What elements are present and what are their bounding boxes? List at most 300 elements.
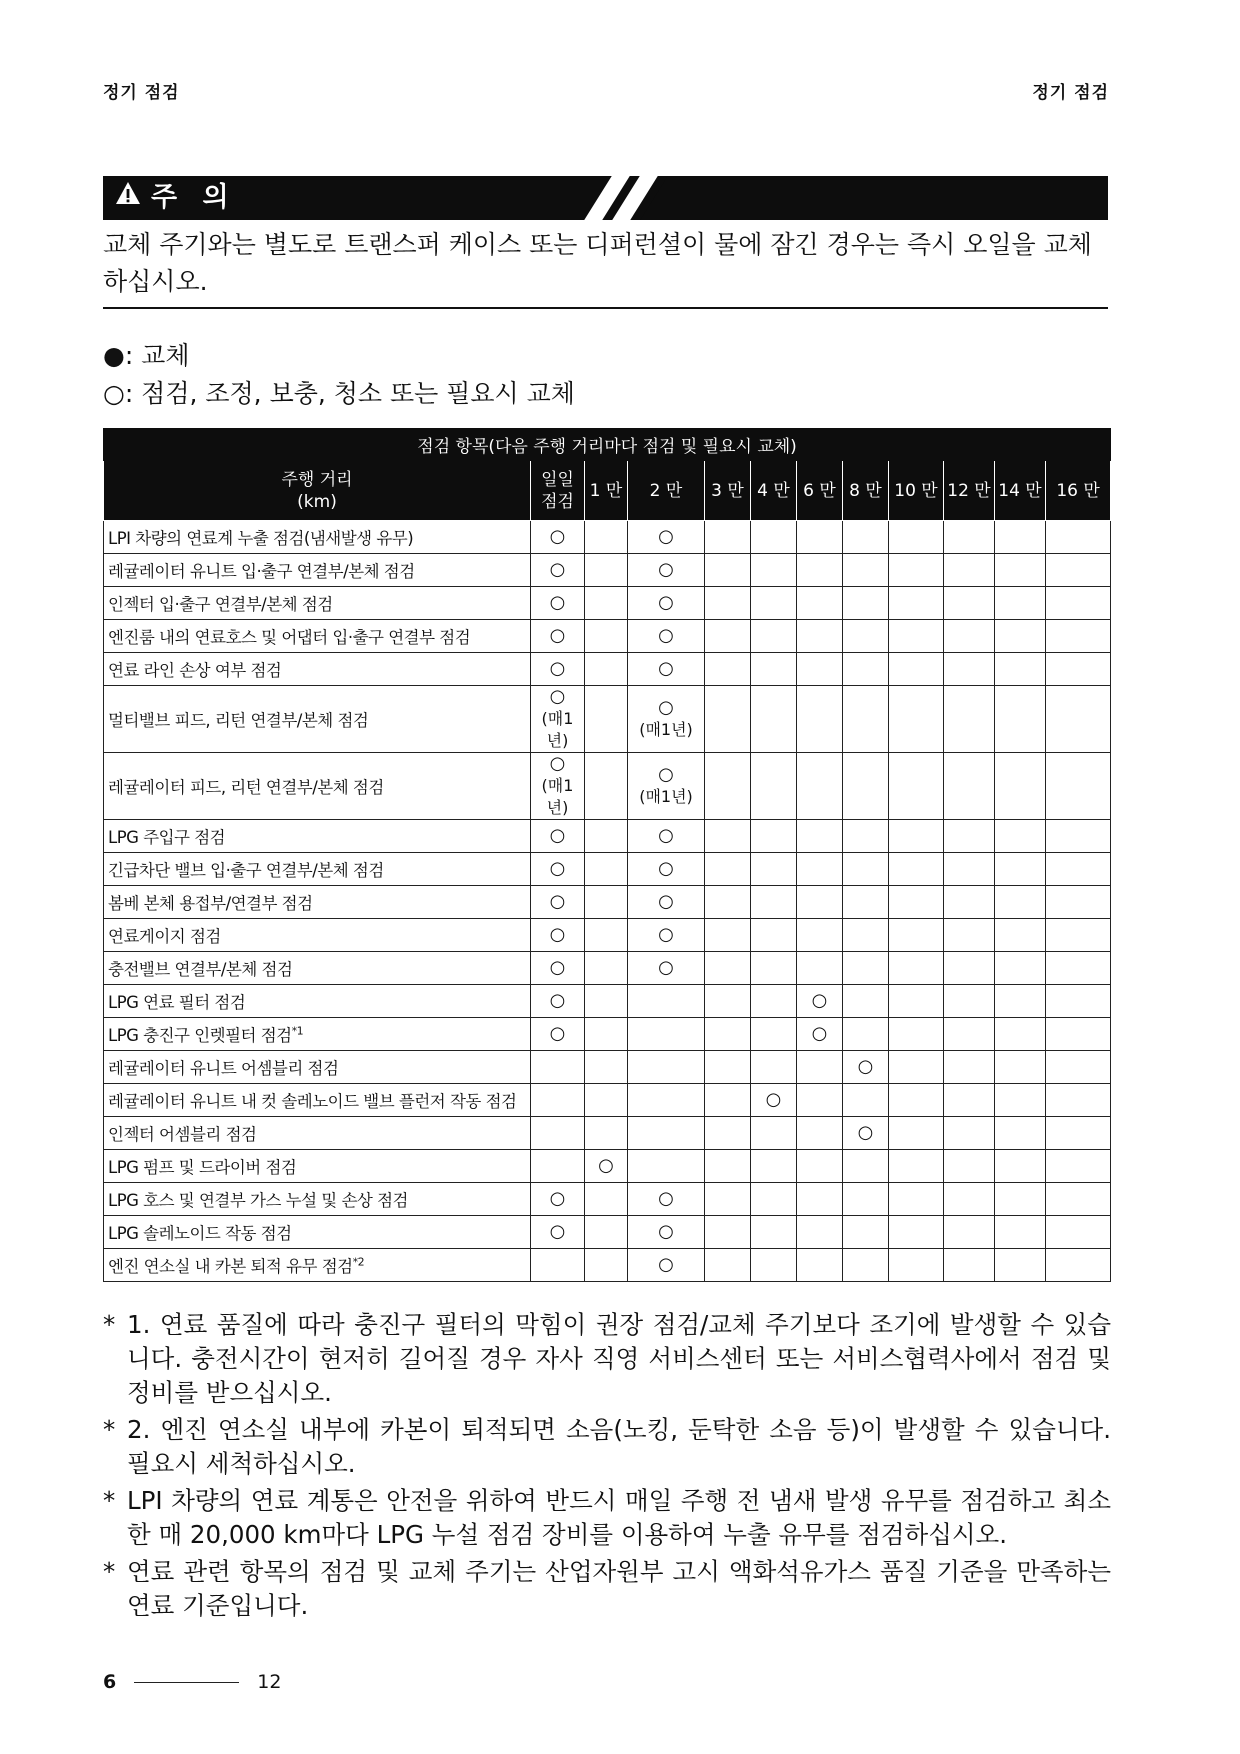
row-item-label	[104, 985, 531, 1018]
schedule-cell	[843, 1183, 889, 1216]
schedule-cell	[843, 1051, 889, 1084]
inspect-mark: ○	[658, 559, 674, 580]
schedule-cell	[751, 1249, 797, 1282]
schedule-cell	[843, 985, 889, 1018]
schedule-cell	[889, 1018, 944, 1051]
column-header: 14 만	[995, 461, 1046, 521]
schedule-cell	[843, 886, 889, 919]
inspect-mark: ○	[658, 764, 674, 785]
caution-text: 교체 주기와는 별도로 트랜스퍼 케이스 또는 디퍼런셜이 물에 잠긴 경우는 즉시 오일을 교체하십시오.	[103, 230, 1092, 296]
warning-triangle-icon	[115, 176, 141, 219]
schedule-cell	[889, 554, 944, 587]
schedule-cell	[705, 1150, 751, 1183]
table-row	[104, 620, 1111, 653]
schedule-cell	[889, 985, 944, 1018]
footnotes	[103, 1308, 1111, 1626]
schedule-cell	[705, 753, 751, 820]
distance-header-unit: (km)	[297, 491, 337, 512]
footnote-asterisk: *	[103, 1415, 116, 1444]
schedule-cell	[531, 985, 585, 1018]
table-row	[104, 587, 1111, 620]
schedule-cell	[797, 1084, 843, 1117]
schedule-cell	[585, 753, 628, 820]
schedule-cell	[531, 820, 585, 853]
schedule-cell	[1046, 686, 1111, 753]
schedule-cell	[843, 653, 889, 686]
schedule-cell	[797, 653, 843, 686]
schedule-cell	[585, 1183, 628, 1216]
schedule-cell	[628, 1183, 705, 1216]
footnote-text: LPI 차량의 연료 계통은 안전을 위하여 반드시 매일 주행 전 냄새 발생 유무를 점검하고 최소한 매 20,000 km마다 LPG 누설 점검 장비를 이용하여 누출 유무를 점검하십시오.	[127, 1486, 1111, 1549]
schedule-cell	[797, 1183, 843, 1216]
schedule-cell	[995, 952, 1046, 985]
table-row	[104, 1084, 1111, 1117]
schedule-cell	[797, 620, 843, 653]
schedule-cell	[751, 886, 797, 919]
page-footer	[103, 1671, 281, 1693]
row-item-label	[104, 554, 531, 587]
schedule-cell	[995, 886, 1046, 919]
schedule-cell	[628, 686, 705, 753]
schedule-cell	[705, 853, 751, 886]
schedule-cell	[628, 985, 705, 1018]
schedule-cell	[843, 587, 889, 620]
schedule-cell	[995, 820, 1046, 853]
row-item-label	[104, 1051, 531, 1084]
footnote-text: 연료 관련 항목의 점검 및 교체 주기는 산업자원부 고시 액화석유가스 품질 기준을 만족하는 연료 기준입니다.	[127, 1557, 1111, 1620]
inspect-mark: ○	[658, 924, 674, 945]
schedule-cell	[705, 653, 751, 686]
interval-note: (매1년)	[541, 709, 574, 750]
schedule-cell	[843, 753, 889, 820]
schedule-cell	[1046, 753, 1111, 820]
schedule-cell	[995, 554, 1046, 587]
schedule-cell	[797, 886, 843, 919]
schedule-cell	[751, 1183, 797, 1216]
column-header: 16 만	[1046, 461, 1111, 521]
footnote-text: 1. 연료 품질에 따라 충진구 필터의 막힘이 권장 점검/교체 주기보다 조기에 발생할 수 있습니다. 충전시간이 현저히 길어질 경우 자사 직영 서비스센터 또는 서비스협력사에서 점검 및 정비를 받으십시오.	[127, 1310, 1111, 1407]
schedule-cell	[797, 1018, 843, 1051]
schedule-cell	[531, 886, 585, 919]
row-item-label	[104, 686, 531, 753]
schedule-cell	[531, 1051, 585, 1084]
schedule-cell	[751, 1084, 797, 1117]
schedule-cell	[995, 1249, 1046, 1282]
schedule-cell	[585, 1249, 628, 1282]
footnote	[103, 1413, 1111, 1481]
schedule-cell	[944, 1249, 995, 1282]
schedule-cell	[944, 1051, 995, 1084]
schedule-cell	[751, 919, 797, 952]
schedule-cell	[531, 1183, 585, 1216]
schedule-cell	[797, 1216, 843, 1249]
inspect-mark: ○	[658, 891, 674, 912]
schedule-cell	[944, 620, 995, 653]
inspect-mark: ○	[658, 825, 674, 846]
table-row	[104, 1183, 1111, 1216]
schedule-cell	[705, 554, 751, 587]
schedule-cell	[585, 1117, 628, 1150]
inspect-mark: ○	[549, 1188, 566, 1209]
schedule-cell	[843, 952, 889, 985]
schedule-cell	[995, 1018, 1046, 1051]
caution-stripes	[493, 176, 1108, 220]
inspect-mark: ○	[857, 1056, 874, 1077]
schedule-cell	[944, 753, 995, 820]
table-title: 점검 항목(다음 주행 거리마다 점검 및 필요시 교체)	[104, 429, 1111, 461]
schedule-cell	[944, 853, 995, 886]
schedule-cell	[1046, 952, 1111, 985]
schedule-cell	[705, 985, 751, 1018]
schedule-cell	[944, 1183, 995, 1216]
schedule-cell	[751, 1051, 797, 1084]
row-item-label	[104, 521, 531, 554]
row-item-label	[104, 1117, 531, 1150]
row-item-label	[104, 886, 531, 919]
page-number: 12	[257, 1671, 282, 1693]
inspect-mark: ○	[549, 825, 566, 846]
schedule-cell	[751, 686, 797, 753]
table-row	[104, 1117, 1111, 1150]
schedule-cell	[1046, 521, 1111, 554]
schedule-cell	[585, 1216, 628, 1249]
row-item-label	[104, 1183, 531, 1216]
schedule-cell	[995, 1216, 1046, 1249]
schedule-cell	[995, 686, 1046, 753]
schedule-cell	[843, 1216, 889, 1249]
schedule-cell	[628, 521, 705, 554]
footnote-asterisk: *	[103, 1310, 116, 1339]
maintenance-schedule-table	[103, 428, 1111, 1282]
schedule-cell	[995, 853, 1046, 886]
schedule-cell	[1046, 886, 1111, 919]
row-item-text: 레귤레이터 유니트 입·출구 연결부/본체 점검	[108, 562, 415, 581]
table-row	[104, 820, 1111, 853]
row-item-text: LPG 솔레노이드 작동 점검	[108, 1224, 292, 1243]
table-row	[104, 1018, 1111, 1051]
schedule-cell	[751, 853, 797, 886]
inspect-mark: ○	[658, 697, 674, 718]
schedule-cell	[1046, 554, 1111, 587]
interval-note: (매1년)	[639, 787, 693, 806]
table-row	[104, 952, 1111, 985]
inspect-mark: ○	[765, 1089, 782, 1110]
inspect-mark: ○	[549, 1221, 566, 1242]
schedule-cell	[944, 1117, 995, 1150]
schedule-cell	[797, 919, 843, 952]
row-item-text: 인젝터 어셈블리 점검	[108, 1125, 257, 1144]
inspect-mark: ○	[658, 526, 674, 547]
schedule-cell	[843, 853, 889, 886]
schedule-cell	[705, 820, 751, 853]
inspect-mark: ○	[658, 658, 674, 679]
table-row	[104, 919, 1111, 952]
schedule-cell	[531, 686, 585, 753]
schedule-cell	[797, 952, 843, 985]
schedule-cell	[585, 1150, 628, 1183]
schedule-cell	[751, 753, 797, 820]
row-item-text: 연료게이지 점검	[108, 927, 221, 946]
schedule-cell	[751, 1216, 797, 1249]
schedule-cell	[705, 1249, 751, 1282]
table-row	[104, 1249, 1111, 1282]
schedule-cell	[797, 1150, 843, 1183]
schedule-cell	[628, 952, 705, 985]
schedule-cell	[889, 820, 944, 853]
schedule-cell	[843, 1084, 889, 1117]
column-header: 8 만	[843, 461, 889, 521]
schedule-cell	[585, 886, 628, 919]
legend-replace: ●: 교체	[103, 341, 190, 370]
schedule-cell	[751, 554, 797, 587]
schedule-cell	[797, 753, 843, 820]
schedule-cell	[889, 1051, 944, 1084]
row-item-text: LPI 차량의 연료계 누출 점검(냄새발생 유무)	[108, 529, 414, 548]
row-item-text: 멀티밸브 피드, 리턴 연결부/본체 점검	[108, 711, 369, 730]
inspect-mark: ○	[549, 990, 566, 1011]
schedule-cell	[585, 919, 628, 952]
schedule-cell	[628, 1051, 705, 1084]
schedule-cell	[628, 853, 705, 886]
schedule-cell	[843, 1117, 889, 1150]
row-item-text: 엔진룸 내의 연료호스 및 어댑터 입·출구 연결부 점검	[108, 628, 471, 647]
schedule-cell	[1046, 587, 1111, 620]
row-item-text: LPG 주입구 점검	[108, 828, 226, 847]
caution-title	[115, 176, 237, 220]
schedule-cell	[797, 554, 843, 587]
row-item-text: 긴급차단 밸브 입·출구 연결부/본체 점검	[108, 861, 384, 880]
schedule-cell	[628, 1117, 705, 1150]
schedule-cell	[628, 919, 705, 952]
schedule-cell	[995, 620, 1046, 653]
footnote	[103, 1555, 1111, 1623]
schedule-cell	[628, 1018, 705, 1051]
schedule-cell	[705, 620, 751, 653]
schedule-cell	[995, 1084, 1046, 1117]
schedule-cell	[944, 1216, 995, 1249]
schedule-cell	[797, 1051, 843, 1084]
schedule-cell	[1046, 985, 1111, 1018]
schedule-cell	[944, 1150, 995, 1183]
inspect-mark: ○	[811, 1023, 828, 1044]
schedule-cell	[995, 587, 1046, 620]
schedule-cell	[531, 1150, 585, 1183]
schedule-cell	[1046, 919, 1111, 952]
schedule-cell	[944, 886, 995, 919]
row-item-text: 연료 라인 손상 여부 점검	[108, 661, 282, 680]
table-row	[104, 554, 1111, 587]
schedule-cell	[843, 919, 889, 952]
schedule-cell	[889, 753, 944, 820]
inspect-mark: ○	[811, 990, 828, 1011]
row-item-text: LPG 충진구 인렛필터 점검	[108, 1026, 292, 1045]
schedule-cell	[628, 653, 705, 686]
caution-title-text: 주 의	[151, 182, 237, 213]
footer-rule	[134, 1682, 239, 1683]
schedule-cell	[995, 521, 1046, 554]
schedule-cell	[944, 919, 995, 952]
row-item-label	[104, 1018, 531, 1051]
schedule-cell	[995, 1117, 1046, 1150]
footnote-asterisk: *	[103, 1486, 116, 1515]
schedule-cell	[944, 985, 995, 1018]
inspect-mark: ○	[549, 891, 566, 912]
schedule-cell	[705, 1117, 751, 1150]
inspect-mark: ○	[549, 753, 566, 774]
schedule-cell	[1046, 1216, 1111, 1249]
schedule-cell	[585, 686, 628, 753]
row-item-label	[104, 1249, 531, 1282]
schedule-cell	[751, 1018, 797, 1051]
column-header: 12 만	[944, 461, 995, 521]
schedule-cell	[705, 686, 751, 753]
schedule-cell	[889, 521, 944, 554]
row-item-text: LPG 호스 및 연결부 가스 누설 및 손상 점검	[108, 1191, 408, 1210]
schedule-cell	[889, 1084, 944, 1117]
schedule-cell	[889, 853, 944, 886]
schedule-cell	[944, 1084, 995, 1117]
inspect-mark: ○	[549, 592, 566, 613]
schedule-cell	[843, 1018, 889, 1051]
column-header: 일일 점검	[531, 461, 585, 521]
column-header: 6 만	[797, 461, 843, 521]
schedule-cell	[531, 1018, 585, 1051]
schedule-cell	[1046, 820, 1111, 853]
schedule-cell	[843, 554, 889, 587]
schedule-cell	[843, 620, 889, 653]
schedule-cell	[797, 1249, 843, 1282]
inspect-mark: ○	[857, 1122, 874, 1143]
row-item-text: 충전밸브 연결부/본체 점검	[108, 960, 293, 979]
schedule-cell	[797, 820, 843, 853]
schedule-cell	[628, 1150, 705, 1183]
schedule-cell	[628, 820, 705, 853]
table-row	[104, 886, 1111, 919]
schedule-cell	[751, 587, 797, 620]
schedule-cell	[751, 952, 797, 985]
schedule-cell	[705, 1183, 751, 1216]
schedule-cell	[585, 853, 628, 886]
schedule-cell	[705, 952, 751, 985]
schedule-cell	[531, 587, 585, 620]
schedule-cell	[889, 1249, 944, 1282]
column-header: 2 만	[628, 461, 705, 521]
schedule-cell	[797, 587, 843, 620]
row-item-text: 인젝터 입·출구 연결부/본체 점검	[108, 595, 333, 614]
schedule-cell	[889, 620, 944, 653]
schedule-cell	[797, 686, 843, 753]
schedule-cell	[889, 1150, 944, 1183]
schedule-cell	[531, 952, 585, 985]
footnote-text: 2. 엔진 연소실 내부에 카본이 퇴적되면 소음(노킹, 둔탁한 소음 등)이 발생할 수 있습니다. 필요시 세척하십시오.	[127, 1415, 1111, 1478]
schedule-cell	[751, 1150, 797, 1183]
chapter-number: 6	[103, 1671, 117, 1693]
row-item-label	[104, 587, 531, 620]
schedule-cell	[1046, 653, 1111, 686]
row-item-text: LPG 연료 필터 점검	[108, 993, 246, 1012]
schedule-cell	[705, 1216, 751, 1249]
schedule-cell	[889, 952, 944, 985]
schedule-cell	[705, 886, 751, 919]
schedule-cell	[889, 686, 944, 753]
schedule-cell	[531, 919, 585, 952]
schedule-cell	[843, 1150, 889, 1183]
inspect-mark: ○	[549, 559, 566, 580]
schedule-cell	[531, 1084, 585, 1117]
schedule-cell	[889, 919, 944, 952]
inspect-mark: ○	[658, 858, 674, 879]
column-header: 4 만	[751, 461, 797, 521]
schedule-cell	[944, 521, 995, 554]
schedule-cell	[889, 886, 944, 919]
interval-note: (매1년)	[541, 776, 574, 817]
schedule-cell	[1046, 1018, 1111, 1051]
schedule-cell	[995, 753, 1046, 820]
schedule-cell	[889, 587, 944, 620]
inspect-mark: ○	[658, 1188, 674, 1209]
schedule-cell	[995, 1183, 1046, 1216]
schedule-cell	[628, 554, 705, 587]
schedule-cell	[705, 1051, 751, 1084]
schedule-cell	[1046, 620, 1111, 653]
footnote-ref: *2	[352, 1255, 365, 1269]
schedule-cell	[889, 653, 944, 686]
row-item-text: 레귤레이터 유니트 내 컷 솔레노이드 밸브 플런저 작동 점검	[108, 1092, 517, 1111]
row-item-label	[104, 753, 531, 820]
inspect-mark: ○	[658, 592, 674, 613]
schedule-cell	[995, 985, 1046, 1018]
table-row	[104, 653, 1111, 686]
schedule-cell	[585, 620, 628, 653]
inspect-mark: ○	[658, 1221, 674, 1242]
schedule-cell	[705, 919, 751, 952]
schedule-cell	[1046, 1183, 1111, 1216]
schedule-cell	[585, 1051, 628, 1084]
inspect-mark: ○	[549, 1023, 566, 1044]
footnote-asterisk: *	[103, 1557, 116, 1586]
schedule-cell	[995, 919, 1046, 952]
inspect-mark: ○	[549, 924, 566, 945]
legend-inspect: ○: 점검, 조정, 보충, 청소 또는 필요시 교체	[103, 379, 575, 408]
row-item-label	[104, 1216, 531, 1249]
row-item-label	[104, 952, 531, 985]
schedule-cell	[705, 1018, 751, 1051]
schedule-cell	[585, 554, 628, 587]
row-item-text: LPG 펌프 및 드라이버 점검	[108, 1158, 297, 1177]
schedule-cell	[944, 952, 995, 985]
inspect-mark: ○	[549, 658, 566, 679]
schedule-cell	[628, 587, 705, 620]
table-row	[104, 521, 1111, 554]
column-header: 1 만	[585, 461, 628, 521]
interval-note: (매1년)	[639, 720, 693, 739]
schedule-cell	[944, 554, 995, 587]
schedule-cell	[531, 1216, 585, 1249]
schedule-cell	[531, 753, 585, 820]
row-item-text: 레귤레이터 피드, 리턴 연결부/본체 점검	[108, 778, 384, 797]
schedule-cell	[1046, 1051, 1111, 1084]
table-row	[104, 753, 1111, 820]
schedule-cell	[585, 985, 628, 1018]
schedule-cell	[944, 587, 995, 620]
table-row	[104, 853, 1111, 886]
schedule-cell	[751, 653, 797, 686]
schedule-cell	[797, 1117, 843, 1150]
schedule-cell	[944, 686, 995, 753]
schedule-cell	[585, 820, 628, 853]
schedule-cell	[843, 686, 889, 753]
footnote	[103, 1484, 1111, 1552]
